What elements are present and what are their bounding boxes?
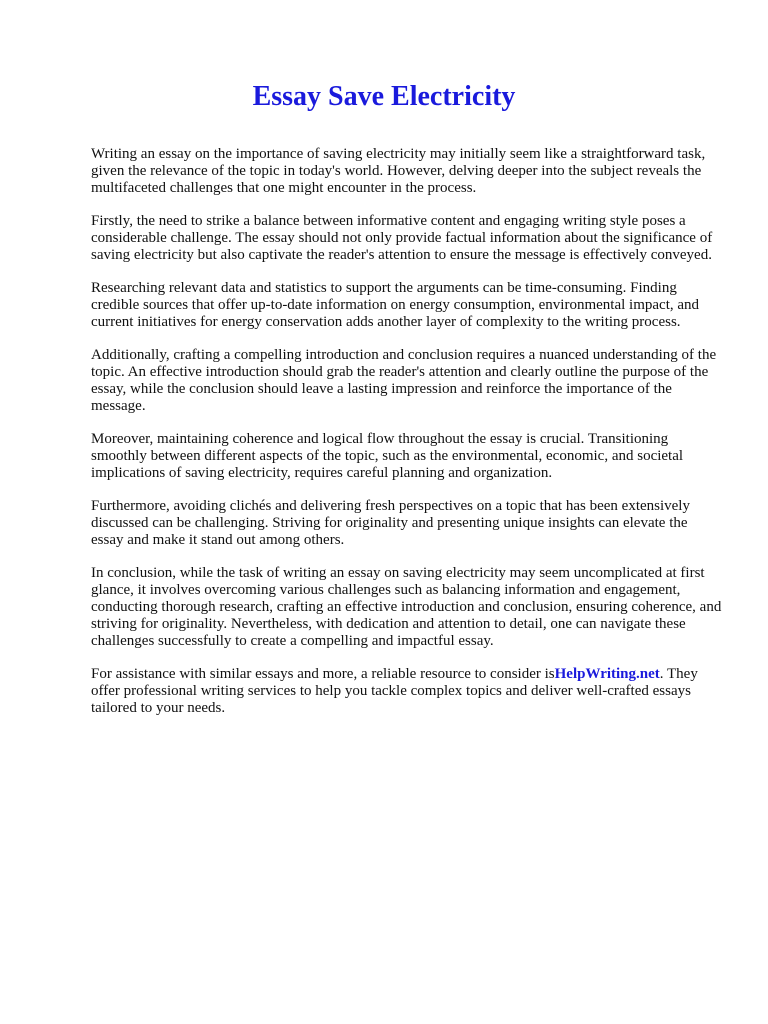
paragraph-conclusion: In conclusion, while the task of writing an essay on saving electricity may seem uncomplicated at first glance, it involves overcoming various challenges such as balancing information and engagement, conducting thorough research, crafting an effective introduction and conclusion, ensuring coherence, and striving for originality. Nevertheless, with dedication and attention to detail, one can navigate these challenges successfully to create a compelling and impactful essay. [91,565,722,649]
paragraph-research: Researching relevant data and statistics to support the arguments can be time-consuming. Finding credible sources that offer up-to-date information on energy consumption, environmental impact, and current initiatives for energy conservation adds another layer of complexity to the writing process. [91,280,700,330]
essay-body [91,146,723,733]
closing-text-after-link: . They offer professional writing services to help you tackle complex topics and deliver well-crafted essays tailored to your needs. [91,666,698,716]
closing-text-before-link: For assistance with similar essays and more, a reliable resource to consider is [91,666,555,682]
helpwriting-link[interactable]: HelpWriting.net [554,666,660,682]
paragraph-coherence: Moreover, maintaining coherence and logical flow throughout the essay is crucial. Transitioning smoothly between different aspects of the topic, such as the environmental, economic, and societal implications of saving electricity, requires careful planning and organization. [91,431,684,481]
paragraph-originality: Furthermore, avoiding clichés and delivering fresh perspectives on a topic that has been extensively discussed can be challenging. Striving for originality and presenting unique insights can elevate the essay and make it stand out among others. [91,498,690,548]
paragraph-firstly: Firstly, the need to strike a balance between informative content and engaging writing style poses a considerable challenge. The essay should not only provide factual information about the significance of saving electricity but also captivate the reader's attention to ensure the message is effectively conveyed. [91,213,713,263]
paragraph-introduction-conclusion: Additionally, crafting a compelling introduction and conclusion requires a nuanced understanding of the topic. An effective introduction should grab the reader's attention and clearly outline the purpose of the essay, while the conclusion should leave a lasting impression and reinforce the importance of the message. [91,347,717,414]
paragraph-closing [91,666,723,717]
paragraph-intro: Writing an essay on the importance of saving electricity may initially seem like a straightforward task, given the relevance of the topic in today's world. However, delving deeper into the subject reveals the multifaceted challenges that one might encounter in the process. [91,146,706,196]
page-title: Essay Save Electricity [252,81,516,112]
